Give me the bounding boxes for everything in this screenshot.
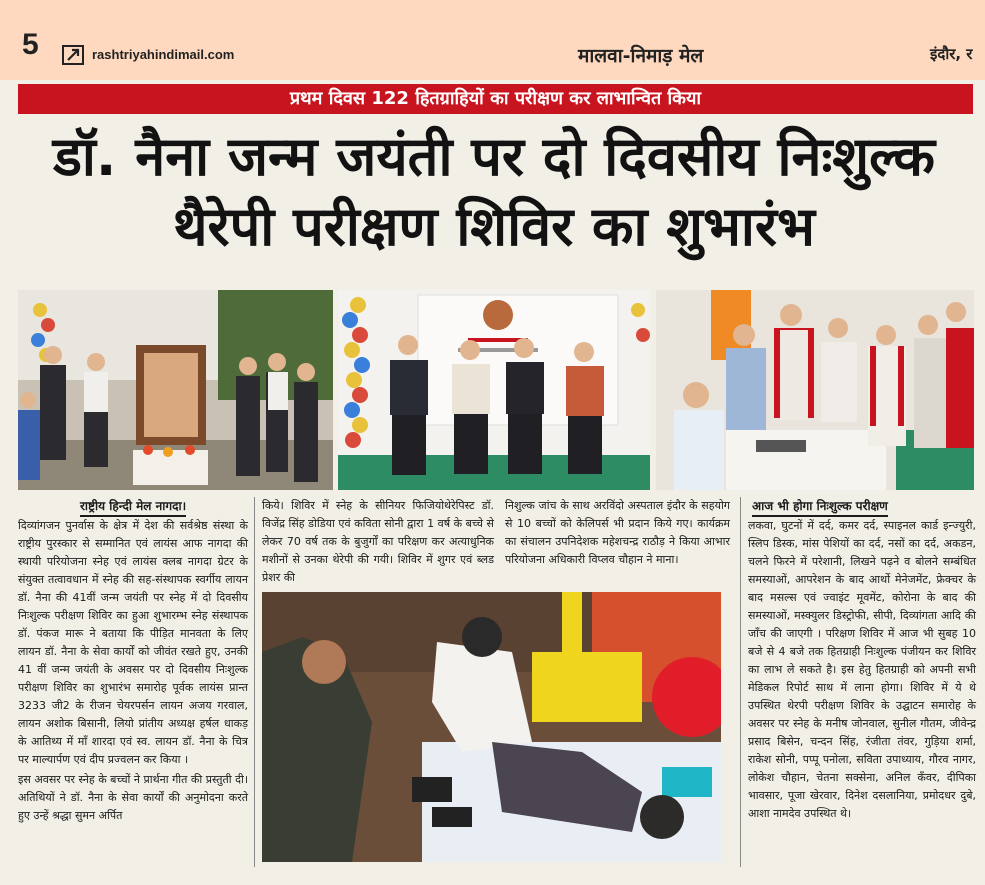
photo-guests-with-portrait: [18, 290, 333, 490]
headline: [14, 122, 974, 262]
body-paragraph: दिव्यांगजन पुनर्वास के क्षेत्र में देश की सर्वश्रेष्ठ संस्था के राष्ट्रीय पुरस्कार से सम्मानित एवं लायंस आफ नागदा की स्थायी परियोजना स्नेह एवं लायंस क्लब नागदा ग्रेटर के संयुक्त तत्वावधान में स्नेह की सह-संस्थापक स्वर्गीय लायन डॉ. नैना की 41वीं जन्म जयंती पर स्नेह में दो दिवसीय निःशुल्क परीक्षण शिविर का हुआ शुभारम्भ स्नेह संस्थापक डॉ. पंकज मारू ने बताया कि पीड़ित मानवता के लिए लायन डॉ. नैना के सेवा कार्यों को जीवंत रखते हुए, उनकी 41 वीं जन्म जयंती के अवसर पर दो दिवसीय निःशुल्क परीक्षण शिविर का शुभारंभ समारोह पूर्वक लायंस प्रान्त 3233 जी2 के रीजन चेयरपर्सन लायन अजय गरवाल, लायन अशोक बिसानी, लियो प्रांतीय अध्यक्ष हर्षल धाकड़ के आतिथ्य में माँ शारदा एवं स्व. लायन डॉ. नैना के चित्र पर माल्यार्पण एवं दीप प्रज्वलन कर किया ।: [18, 519, 248, 766]
article-column-3: [505, 497, 730, 571]
headline-line-1: डॉ. नैना जन्म जयंती पर दो दिवसीय निःशुल्क: [53, 125, 935, 188]
edition-city: इंदौर, र: [930, 45, 973, 63]
page-number: 5: [22, 28, 39, 61]
article-column-2: [262, 497, 494, 589]
photo-registration-desk: [656, 290, 974, 490]
photo-therapy-session: [262, 592, 721, 862]
body-paragraph: निशुल्क जांच के साथ अरविंदो अस्पताल इंदौर के सहयोग से 10 बच्चों को केलिपर्स भी प्रदान किये गए। कार्यक्रम का संचालन उपनिदेशक महेशचन्द्र राठौड़ ने किया आभार परियोजना अधिकारी विप्लव चौहान ने माना।: [505, 499, 730, 566]
external-link-icon: [62, 45, 84, 65]
article-column-1: [18, 517, 248, 827]
column-rule: [254, 497, 255, 867]
column-rule: [740, 497, 741, 867]
dateline: राष्ट्रीय हिन्दी मेल नागदा।: [80, 497, 186, 517]
body-paragraph: लकवा, घुटनों में दर्द, कमर दर्द, स्पाइनल कार्ड इन्ज्युरी, स्लिप डिस्क, मांस पेशियों का दर्द, नसों का दर्द, अकडन, चलने फिरने में परेशानी, लिखने पढ़ने व बोलने सम्बंधित समस्याओं, आपरेशन के बाद आर्थो मेनेजमेंट, फ्रेक्चर के बाद मसल्स एवं ज्वाइंट मूवमेंट, कोरोना के बाद की समस्याओं, मस्क्युलर डिस्ट्रोफी, सीपी, दिव्यांगता आदि की जाँच की जाएगी । परिक्षण शिविर में आज भी सुबह 10 बजे से 4 बजे तक हितग्राही निःशुल्क पंजीयन कर शिविर का लाभ ले सकते है। इस हेतु हितग्राही को अपनी सभी मेडिकल रिपोर्ट साथ में लाना होगा। शिविर में ये थे उपस्थित थेरपी परीक्षण शिविर के उद्घाटन समारोह के अवसर पर स्नेह के मनीष जोनवाल, सुनील गौतम, जीवेन्द्र प्रसाद बिसेन, चन्दन सिंह, रंजीता तंवर, गुड़िया शर्मा, राकेश सोनी, पप्पू पनोला, सविता उपाध्याय, गौरव नागर, लोकेश चौहान, चेतना सक्सेना, अनिल कँवर, दीपिका भावसार, पूजा खेरवार, दिनेश दसलानिया, प्रमोदधर दुबे, आशा नामदेव उपस्थित थे।: [748, 519, 976, 820]
page-header-band: [0, 0, 985, 80]
kicker-banner: प्रथम दिवस 122 हितग्राहियों का परीक्षण कर लाभान्वित किया: [18, 84, 973, 114]
body-paragraph: इस अवसर पर स्नेह के बच्चों ने प्रार्थना गीत की प्रस्तुती दी। अतिथियों ने डॉ. नैना के सेवा कार्यों की अनुमोदना करते हुए उन्हें श्रद्धा सुमन अर्पित: [18, 773, 248, 822]
subhead-today-free-check: आज भी होगा निःशुल्क परीक्षण: [752, 497, 888, 517]
headline-line-2: थैरेपी परीक्षण शिविर का शुभारंभ: [173, 195, 815, 258]
body-paragraph: किये। शिविर में स्नेह के सीनियर फिजियोथेरेपिस्ट डॉ. विजेंद्र सिंह डोडिया एवं कविता सोनी द्वारा 1 वर्ष के बच्चे से लेकर 70 वर्ष तक के बुजुर्गों का परिक्षण कर अत्याधुनिक मशीनों से उनका थेरेपी की गयी। शिविर में शुगर एवं ब्लड प्रेशर की: [262, 499, 494, 584]
photo-guests-seated-on-stage: [338, 290, 650, 490]
article-column-4: [748, 517, 976, 825]
website-url[interactable]: rashtriyahindimail.com: [92, 47, 235, 62]
edition-name: मालवा-निमाड़ मेल: [578, 45, 704, 67]
